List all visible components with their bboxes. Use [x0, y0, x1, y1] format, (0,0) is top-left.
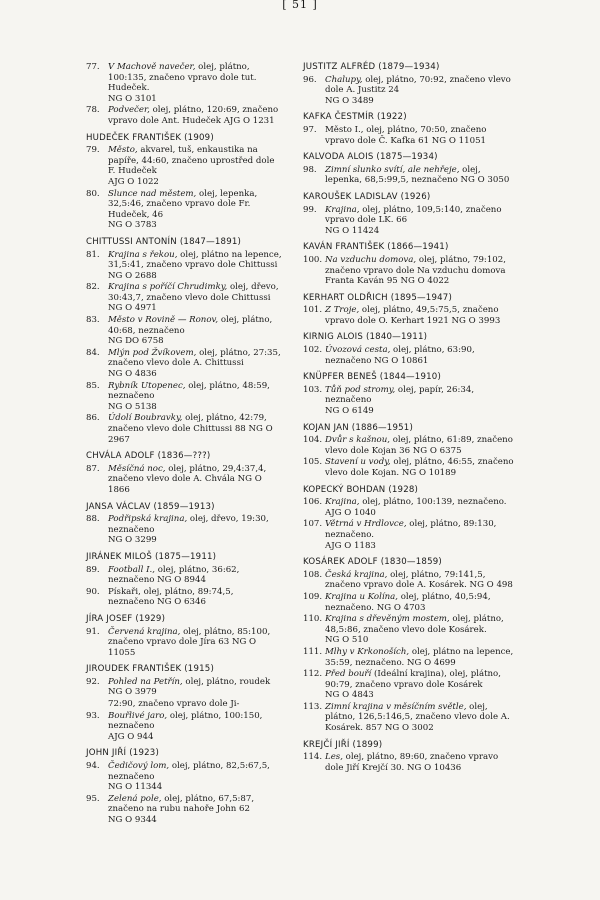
entry-number: 104.	[303, 435, 323, 446]
artwork-details: olej, lepenka, 32,5:46, značeno vpravo dole Fr. Hudeček, 46	[108, 188, 258, 220]
entry-number: 94.	[86, 761, 100, 772]
artist-heading: KAFKA ČESTMÍR (1922)	[303, 112, 407, 123]
artwork-details: akvarel, tuš, enkaustika na papíře, 44:60, značeno uprostřed dole F. Hudeček	[108, 145, 275, 177]
entry-number: 95.	[86, 793, 100, 804]
entry-number: 85.	[86, 380, 100, 391]
artwork-details: olej, plátno, 40,5:94, neznačeno. NG O 4703	[325, 591, 491, 613]
artwork-title: Červená krajina,	[108, 626, 181, 637]
artist-section	[86, 237, 282, 445]
artist-heading: KOJAN JAN (1886—1951)	[303, 422, 414, 433]
artwork-title: Krajina s řekou,	[108, 249, 178, 260]
artist-section	[303, 192, 515, 236]
artwork-details: olej, plátno, 100:135, značeno vpravo dole tut. Hudeček.	[108, 62, 257, 94]
artist-heading: JIROUDEK FRANTIŠEK (1915)	[86, 664, 214, 675]
catalogue-entry	[303, 75, 515, 107]
entry-number: 108.	[303, 569, 323, 580]
artist-section	[86, 614, 282, 658]
artist-section	[86, 664, 282, 742]
artist-heading: KIRNIG ALOIS (1840—1911)	[303, 332, 428, 343]
artwork-details: olej, plátno, 79:141,5, značeno vpravo dole A. Kosárek. NG O 498	[325, 569, 513, 591]
artwork-details: olej, plátno, 48,5:86, značeno vlevo dole Kosárek.	[325, 614, 504, 635]
inventory-number: NG O 3101	[108, 93, 157, 104]
artwork-title: Bouřlivé jaro,	[108, 710, 168, 721]
artwork-title: Krajina,	[325, 497, 360, 508]
catalogue-entry	[303, 255, 515, 287]
artist-heading: KOPECKÝ BOHDAN (1928)	[303, 484, 419, 495]
artwork-details: olej, lepenka, 68,5:99,5, neznačeno NG O 3050	[325, 164, 510, 186]
artwork-title: Slunce nad městem,	[108, 188, 197, 199]
artist-heading: KALVODA ALOIS (1875—1934)	[303, 152, 438, 163]
artwork-details: olej, plátno, 36:62, neznačeno NG O 8944	[108, 564, 240, 586]
catalogue-entry	[303, 614, 515, 646]
entry-number: 105.	[303, 457, 323, 468]
catalogue-entry	[303, 752, 515, 773]
artwork-title: Zelená pole,	[108, 793, 162, 804]
artwork-title: Mlýn pod Žvíkovem,	[108, 347, 197, 358]
entry-number: 78.	[86, 105, 100, 116]
entry-number: 84.	[86, 347, 100, 358]
artist-section	[86, 502, 282, 546]
artwork-title: Football I.,	[108, 564, 156, 575]
artwork-title: Zimní slunko svítí, ale nehřeje,	[325, 164, 460, 175]
catalogue-entry	[86, 711, 282, 743]
artwork-title: Údolí Boubravky,	[108, 413, 183, 424]
catalogue-entry	[303, 519, 515, 551]
left-column	[86, 62, 282, 832]
entry-number: 91.	[86, 626, 100, 637]
artist-heading: JUSTITZ ALFRÉD (1879—1934)	[303, 62, 440, 72]
artwork-details: olej, plátno, 79:102, značeno vpravo dole Na vzduchu domova Franta Kaván 95 NG O 4022	[325, 254, 506, 287]
entry-number: 99.	[303, 204, 317, 215]
entry-number: 87.	[86, 463, 100, 474]
catalogue-entry	[86, 413, 282, 445]
entry-number: 79.	[86, 145, 100, 156]
inventory-number: AJG O 1183	[325, 540, 376, 551]
inventory-number: NG O 11424	[325, 225, 380, 236]
artwork-details: olej, plátno, 120:69, značeno vpravo dole Ant. Hudeček AJG O 1231	[108, 105, 279, 126]
entry-number: 86.	[86, 413, 100, 424]
artwork-title: Krajina s poříčí Chrudimky,	[108, 282, 228, 293]
artist-heading: KOSÁREK ADOLF (1830—1859)	[303, 557, 442, 568]
artist-heading: HUDEČEK FRANTIŠEK (1909)	[86, 132, 214, 143]
catalogue-entry	[303, 457, 515, 478]
artwork-title: Les,	[325, 752, 343, 763]
artwork-title: Rybník Utopenec,	[108, 380, 186, 391]
catalogue-entry	[303, 669, 515, 701]
catalogue-entry	[303, 497, 515, 518]
artwork-details: olej, plátno, 109,5:140, značeno vpravo dole LK. 66	[325, 204, 502, 226]
entry-number: 106.	[303, 497, 323, 508]
artwork-details: olej, plátno, 100:150, neznačeno	[108, 710, 263, 732]
artwork-details: olej, plátno, 42:79, značeno vlevo dole Chittussi 88 NG O 2967	[108, 413, 273, 445]
catalogue-entry	[303, 702, 515, 734]
entry-number: 113.	[303, 701, 323, 712]
artwork-details: olej, plátno na lepence, 31,5:41, značeno vpravo dole Chittussi	[108, 249, 282, 271]
artist-section	[86, 62, 282, 127]
catalogue-entry	[86, 62, 282, 104]
inventory-number: NG O 5138	[108, 401, 157, 412]
artist-heading: JANSA VÁCLAV (1859—1913)	[86, 501, 215, 512]
artwork-details: olej, plátno, 85:100, značeno vpravo dole Jíra 63 NG O 11055	[108, 626, 271, 658]
artwork-details: olej, plátno, 29,4:37,4, značeno vlevo dole A. Chvála NG O 1866	[108, 463, 267, 495]
inventory-number: NG O 510	[325, 635, 369, 646]
artwork-title: Krajina,	[325, 204, 360, 215]
catalogue-entry	[86, 699, 282, 710]
artwork-title: Krajina u Kolína,	[325, 591, 398, 602]
inventory-number: NG O 3489	[325, 95, 374, 106]
artwork-title: Město v Rovině — Ronov,	[108, 315, 219, 326]
catalogue-entry	[86, 250, 282, 282]
entry-number: 98.	[303, 164, 317, 175]
artwork-title: Měsíčná noc,	[108, 463, 166, 474]
entry-number: 93.	[86, 710, 100, 721]
entry-number: 110.	[303, 614, 323, 625]
entry-number: 111.	[303, 646, 323, 657]
artwork-title: Krajina s dřevěným mostem,	[325, 614, 450, 625]
catalogue-entry	[86, 315, 282, 347]
entry-number: 88.	[86, 514, 100, 525]
artist-section	[303, 112, 515, 146]
entry-number: 101.	[303, 305, 323, 316]
entry-number: 96.	[303, 74, 317, 85]
inventory-number: NG DO 6758	[108, 336, 164, 347]
artwork-details: olej, plátno, 126,5:146,5, značeno vlevo dole A. Kosárek. 857 NG O 3002	[325, 701, 510, 734]
inventory-number: NG O 4843	[325, 690, 374, 701]
artwork-details: (Ideální krajina), olej, plátno, 90:79, značeno vpravo dole Kosárek	[325, 669, 501, 690]
artwork-details: Pískaři, olej, plátno, 89:74,5, neznačeno NG O 6346	[108, 586, 234, 608]
artist-heading: KAROUŠEK LADISLAV (1926)	[303, 191, 431, 202]
catalogue-entry	[303, 165, 515, 186]
artist-section	[303, 293, 515, 327]
artist-heading: KNÜPFER BENEŠ (1844—1910)	[303, 372, 442, 383]
artwork-details: olej, plátno, 46:55, značeno vlevo dole Kojan. NG O 10189	[325, 457, 514, 478]
inventory-number: AJG O 944	[108, 731, 154, 742]
artwork-title: Podřipská krajina,	[108, 514, 188, 525]
inventory-number: NG O 9344	[108, 815, 157, 825]
artist-heading: JÍRA JOSEF (1929)	[86, 613, 166, 624]
inventory-number: AJG O 1022	[108, 176, 159, 187]
catalogue-entry	[86, 514, 282, 546]
catalogue-entry	[86, 464, 282, 496]
artist-section	[86, 748, 282, 825]
catalogue-entry	[303, 205, 515, 237]
artist-heading: CHVÁLA ADOLF (1836—???)	[86, 451, 211, 462]
catalogue-entry	[86, 189, 282, 231]
artwork-details: olej, dřevo, 30:43,7, značeno vlevo dole Chittussi	[108, 282, 279, 303]
inventory-number: NG O 3783	[108, 220, 157, 231]
artwork-details: olej, plátno, 27:35, značeno vlevo dole A. Chittussi	[108, 347, 281, 369]
artist-section	[86, 552, 282, 608]
entry-number: 89.	[86, 564, 100, 575]
catalogue-entry	[303, 345, 515, 366]
entry-number: 100.	[303, 254, 323, 265]
artist-section	[303, 740, 515, 774]
artwork-details: olej, plátno na lepence, 35:59, neznačeno. NG O 4699	[325, 646, 514, 668]
right-column	[303, 62, 515, 779]
artwork-details: Město I., olej, plátno, 70:50, značeno vpravo dole Č. Kafka 61 NG O 11051	[325, 124, 487, 146]
artwork-details: olej, plátno, 100:139, neznačeno. AJG O 1040	[325, 497, 507, 518]
catalogue-entry	[86, 761, 282, 793]
entry-number: 80.	[86, 188, 100, 199]
artwork-title: Podvečer,	[108, 105, 150, 116]
entry-number: 81.	[86, 249, 100, 260]
artwork-title: Pohled na Petřín,	[108, 676, 183, 687]
artist-section	[303, 332, 515, 366]
catalogue-entry	[303, 647, 515, 668]
artist-section	[303, 423, 515, 479]
catalogue-entry	[86, 565, 282, 586]
catalogue-entry	[86, 587, 282, 608]
catalogue-entry	[303, 592, 515, 613]
catalogue-entry	[303, 435, 515, 456]
entry-number: 103.	[303, 384, 323, 395]
catalogue-entry	[303, 305, 515, 326]
artist-section	[303, 62, 515, 106]
entry-number: 112.	[303, 669, 323, 680]
artwork-title: Úvozová cesta,	[325, 345, 391, 356]
catalogue-entry	[303, 570, 515, 591]
entry-number: 92.	[86, 676, 100, 687]
artwork-title: Mlhy v Krkonoších,	[325, 646, 410, 657]
artwork-title: Zimní krajina v měsíčním světle,	[325, 701, 467, 712]
artist-section	[303, 152, 515, 186]
entry-number: 83.	[86, 315, 100, 326]
artwork-title: Větrná v Hrdlovce,	[325, 519, 407, 530]
entry-number: 102.	[303, 345, 323, 356]
entry-number: 77.	[86, 62, 100, 72]
catalogue-entry	[86, 105, 282, 126]
artist-heading: JOHN JIŘÍ (1923)	[86, 748, 160, 759]
artwork-title: Před bouří	[325, 669, 372, 680]
catalogue-entry	[86, 348, 282, 380]
catalogue-entry	[86, 282, 282, 314]
artwork-title: Město,	[108, 145, 138, 156]
entry-number: 107.	[303, 519, 323, 530]
entry-number: 109.	[303, 591, 323, 602]
inventory-number: NG O 6149	[325, 406, 374, 417]
artist-section	[303, 372, 515, 416]
artwork-details: 72:90, značeno vpravo dole Ji-	[108, 699, 240, 710]
artist-section	[303, 557, 515, 734]
artwork-title: Stavení u vody,	[325, 457, 391, 468]
artist-section	[303, 242, 515, 286]
catalogue-entry	[303, 385, 515, 417]
artwork-title: Na vzduchu domova,	[325, 254, 417, 265]
artwork-details: olej, plátno, 89:60, značeno vpravo dole Jiří Krejčí 30. NG O 10436	[325, 752, 499, 773]
inventory-number: NG O 2688	[108, 270, 157, 281]
artist-heading: JIRÁNEK MILOŠ (1875—1911)	[86, 551, 217, 562]
catalogue-entry	[86, 145, 282, 187]
catalogue-entry	[303, 125, 515, 146]
catalogue-entry	[86, 794, 282, 826]
catalogue-entry	[86, 627, 282, 659]
artwork-title: Dvůr s kašnou,	[325, 435, 390, 446]
artist-heading: KAVÁN FRANTIŠEK (1866—1941)	[303, 242, 449, 253]
artwork-details: olej, plátno, 40:68, neznačeno	[108, 315, 273, 336]
artwork-title: V Machově navečer,	[108, 62, 196, 72]
artist-section	[303, 485, 515, 552]
entry-number: 114.	[303, 752, 323, 763]
artist-heading: KERHART OLDŘICH (1895—1947)	[303, 292, 453, 303]
artist-heading: CHITTUSSI ANTONÍN (1847—1891)	[86, 236, 242, 247]
inventory-number: NG O 11344	[108, 782, 163, 793]
artwork-title: Česká krajina,	[325, 569, 388, 580]
inventory-number: NG O 4971	[108, 303, 157, 314]
artist-section	[86, 451, 282, 495]
artwork-details: olej, plátno, 82,5:67,5, neznačeno	[108, 761, 270, 782]
artwork-details: olej, dřevo, 19:30, neznačeno	[108, 514, 269, 535]
artwork-details: olej, papír, 26:34, neznačeno	[325, 384, 475, 406]
page-number: [ 51 ]	[282, 0, 318, 11]
artwork-title: Chalupy,	[325, 74, 363, 85]
artwork-title: Čedičový lom,	[108, 761, 170, 772]
entry-number: 82.	[86, 282, 100, 293]
artwork-details: olej, plátno, 48:59, neznačeno	[108, 380, 270, 402]
artwork-details: olej, plátno, 67,5:87, značeno na rubu nahoře John 62	[108, 793, 255, 815]
artwork-details: olej, plátno, roudek NG O 3979	[108, 676, 271, 698]
entry-number: 90.	[86, 586, 100, 597]
artwork-details: olej, plátno, 70:92, značeno vlevo dole A. Justitz 24	[325, 74, 511, 96]
artist-section	[86, 133, 282, 231]
artwork-details: olej, plátno, 61:89, značeno vlevo dole Kojan 36 NG O 6375	[325, 435, 513, 456]
artwork-title: Tůň pod stromy,	[325, 384, 396, 395]
inventory-number: NG O 3299	[108, 535, 157, 546]
inventory-number: NG O 4836	[108, 369, 157, 380]
artist-heading: KREJČÍ JIŘÍ (1899)	[303, 739, 383, 750]
catalogue-entry	[86, 677, 282, 698]
artwork-details: olej, plátno, 63:90, neznačeno NG O 10861	[325, 345, 475, 366]
catalogue-entry	[86, 381, 282, 413]
entry-number: 97.	[303, 124, 317, 135]
artwork-title: Z Troje,	[325, 305, 360, 316]
artwork-details: olej, plátno, 89:130, neznačeno.	[325, 519, 497, 540]
artwork-details: olej, plátno, 49,5:75,5, značeno vpravo dole O. Kerhart 1921 NG O 3993	[325, 305, 501, 326]
